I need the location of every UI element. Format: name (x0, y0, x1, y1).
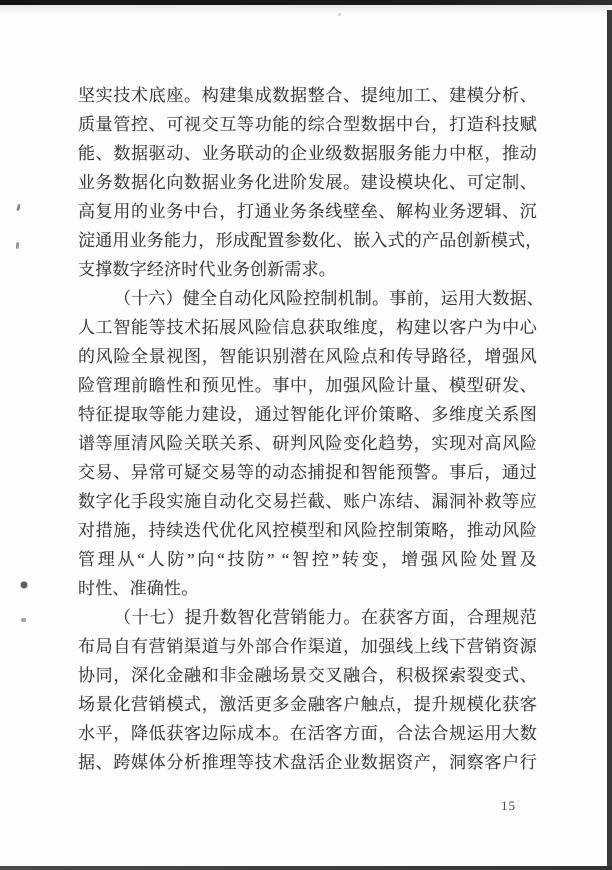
text-line-section-16: （十六）健全自动化风险控制机制。事前，运用大数据、 (114, 289, 544, 308)
text-line: 布局自有营销渠道与外部合作渠道，加强线上线下营销资源 (78, 637, 537, 656)
scan-smudge (338, 13, 341, 16)
text-line: 协同，深化金融和非金融场景交叉融合，积极探索裂变式、 (78, 666, 537, 685)
text-line: 管理从“人防”向“技防” “智控”转变，增强风险处置及 (78, 550, 537, 569)
text-line: 对措施，持续迭代优化风控模型和风险控制策略，推动风险 (78, 521, 537, 540)
text-line: 坚实技术底座。构建集成数据整合、提纯加工、建模分析、 (78, 86, 537, 105)
scan-smudge (16, 242, 20, 249)
text-line-section-17: （十七）提升数智化营销能力。在获客方面，合理规范 (114, 608, 537, 627)
text-line: 险管理前瞻性和预见性。事中，加强风险计量、模型研发、 (78, 376, 537, 395)
text-line: 特征提取等能力建设，通过智能化评价策略、多维度关系图 (78, 405, 537, 424)
body-text (78, 81, 544, 777)
text-line: 数字化手段实施自动化交易拦截、账户冻结、漏洞补救等应 (78, 492, 537, 511)
scan-edge-right (607, 10, 612, 870)
text-line: 质量管控、可视交互等功能的综合型数据中台，打造科技赋 (78, 115, 537, 134)
scan-edge-top-shadow (0, 5, 612, 15)
text-line: 水平，降低获客边际成本。在活客方面，合法合规运用大数 (78, 724, 537, 743)
page-number: 15 (501, 798, 516, 813)
text-line: 的风险全景视图，智能识别潜在风险点和传导路径，增强风 (78, 347, 537, 366)
scan-smudge (16, 204, 21, 212)
text-line: 高复用的业务中台，打通业务条线壁垒、解构业务逻辑、沉 (78, 202, 537, 221)
scan-smudge (21, 582, 27, 588)
text-line: 谱等厘清风险关联关系、研判风险变化趋势，实现对高风险 (78, 434, 537, 453)
text-line: 业务数据化向数据业务化进阶发展。建设模块化、可定制、 (78, 173, 537, 192)
text-line: 场景化营销模式，激活更多金融客户触点，提升规模化获客 (78, 695, 537, 714)
text-line: 人工智能等技术拓展风险信息获取维度，构建以客户为中心 (78, 318, 537, 337)
text-line: 据、跨媒体分析推理等技术盘活企业数据资产，洞察客户行 (78, 753, 537, 772)
text-line: 能、数据驱动、业务联动的企业级数据服务能力中枢，推动 (78, 144, 537, 163)
text-line: 支撑数字经济时代业务创新需求。 (78, 260, 336, 279)
text-line: 淀通用业务能力，形成配置参数化、嵌入式的产品创新模式， (78, 231, 543, 250)
scan-smudge (21, 618, 26, 622)
text-line: 时性、准确性。 (78, 579, 199, 598)
text-line: 交易、异常可疑交易等的动态捕捉和智能预警。事后，通过 (78, 463, 537, 482)
scan-edge-bottom (0, 866, 612, 870)
